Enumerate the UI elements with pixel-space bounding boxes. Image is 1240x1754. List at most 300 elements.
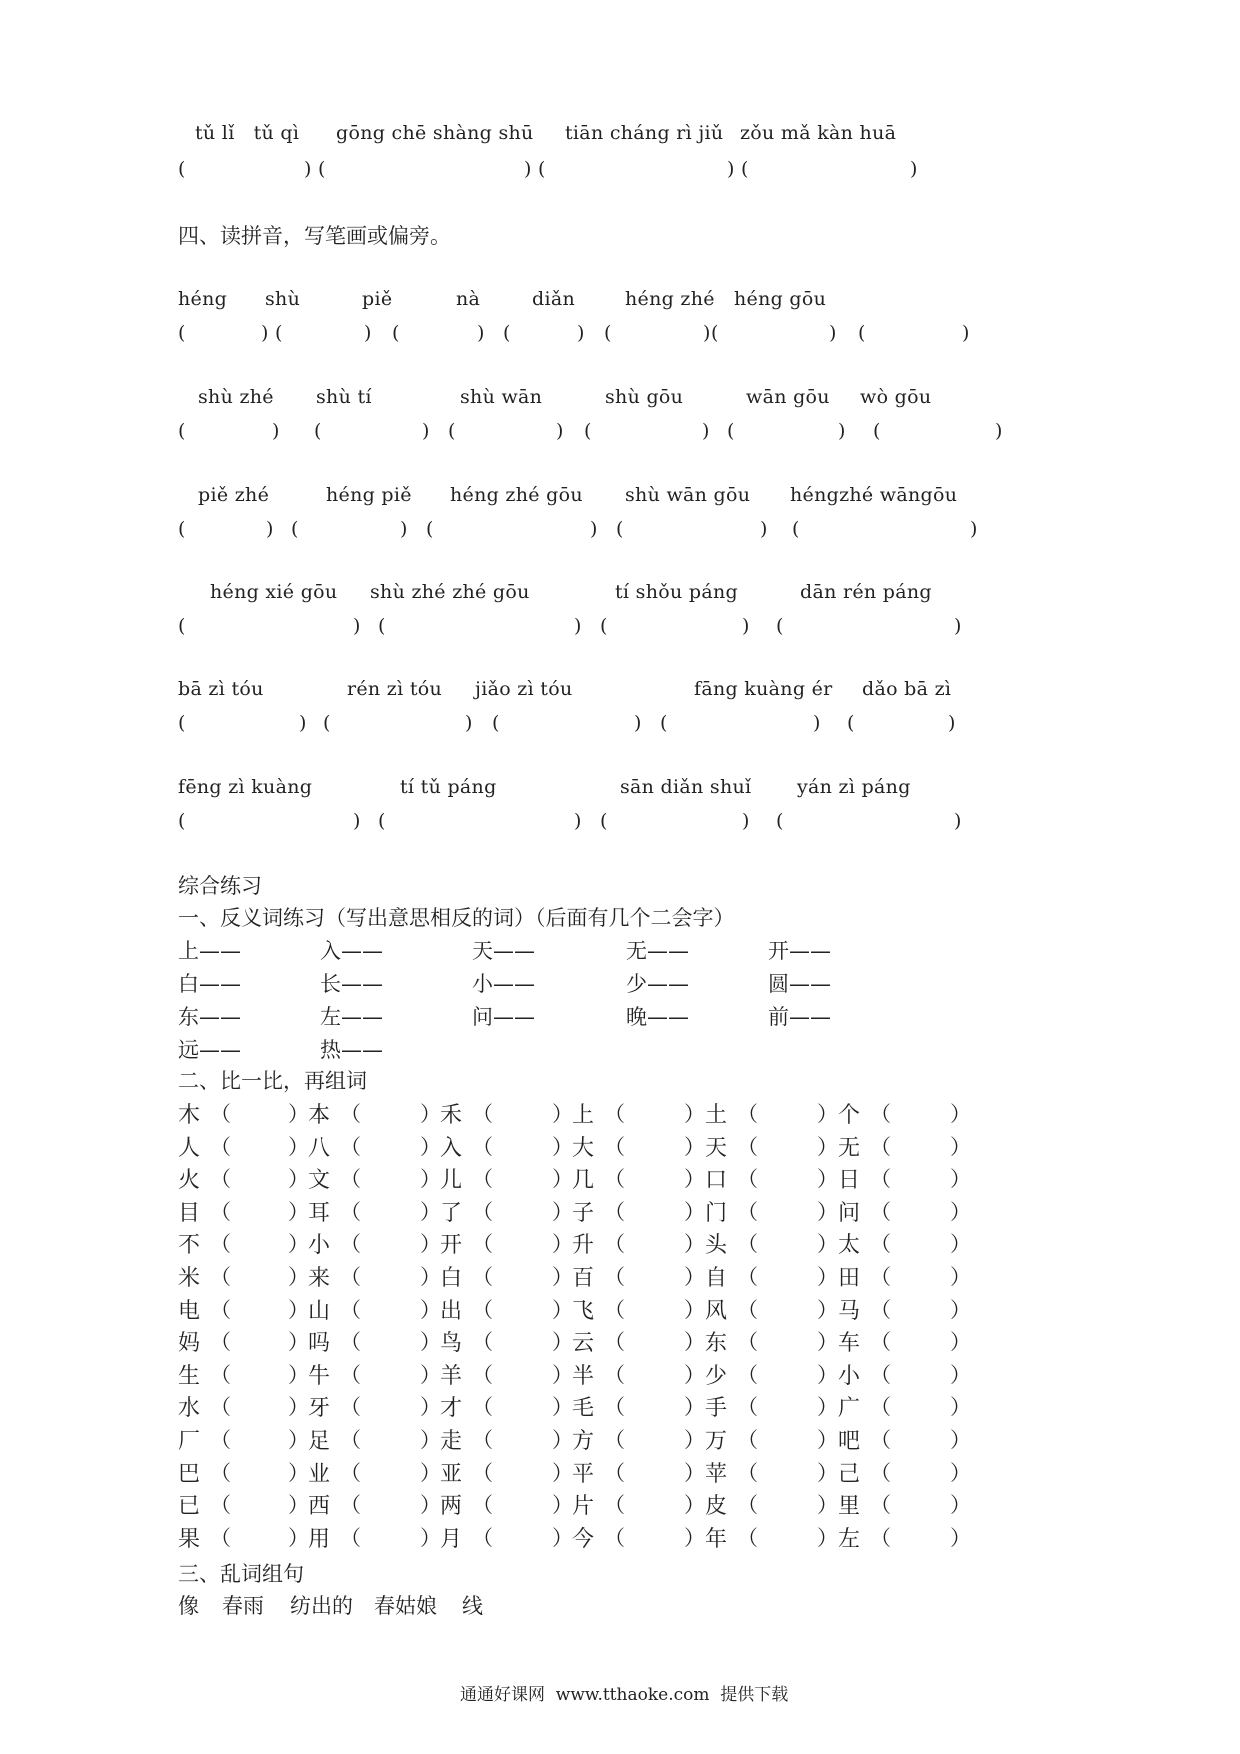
compare-char: 田 (838, 1266, 861, 1291)
compare-char: 门 (705, 1200, 728, 1226)
answer-bracket-close: ） (420, 1525, 441, 1550)
answer-bracket-open: （ (604, 1460, 625, 1485)
answer-bracket-close: ） (817, 1428, 838, 1452)
answer-bracket-close: ) (703, 322, 711, 344)
answer-bracket-close: ) (910, 158, 918, 180)
compare-char: 亚 (440, 1461, 463, 1487)
answer-bracket-open: （ (340, 1199, 361, 1224)
exercise-title: 综合练习 (178, 874, 262, 898)
answer-bracket-close: ） (817, 1460, 838, 1485)
section-heading: 四、读拼音，写笔画或偏旁。 (178, 224, 451, 248)
answer-bracket-close: ) (574, 810, 582, 832)
answer-bracket-open: （ (870, 1493, 891, 1518)
compare-char: 万 (705, 1429, 728, 1454)
answer-bracket-close: ） (552, 1265, 573, 1289)
compare-char: 米 (178, 1266, 201, 1291)
pinyin-prompt: jiǎo zì tóu (475, 678, 573, 700)
answer-bracket-open: （ (737, 1134, 758, 1159)
compare-char: 走 (440, 1429, 463, 1454)
answer-bracket-open: （ (340, 1134, 361, 1159)
compare-char: 皮 (705, 1494, 728, 1520)
answer-bracket-open: （ (870, 1330, 891, 1355)
answer-bracket-open: ( (660, 712, 668, 734)
answer-bracket-open: ( (604, 322, 612, 344)
answer-bracket-open: （ (472, 1134, 493, 1159)
compare-char: 月 (440, 1526, 463, 1552)
pinyin-prompt: bā zì tóu (178, 678, 264, 700)
answer-bracket-open: （ (604, 1102, 625, 1126)
answer-bracket-close: ） (950, 1460, 971, 1485)
scrambled-word: 线 (462, 1594, 483, 1618)
compare-char: 几 (572, 1168, 595, 1194)
answer-bracket-close: ） (950, 1428, 971, 1452)
pinyin-prompt: sān diǎn shuǐ (620, 776, 752, 798)
answer-bracket-open: ( (584, 420, 592, 442)
answer-bracket-open: （ (737, 1102, 758, 1126)
answer-bracket-close: ） (552, 1297, 573, 1322)
answer-bracket-open: ( (178, 420, 186, 442)
compare-char: 马 (838, 1298, 861, 1324)
answer-bracket-open: （ (340, 1428, 361, 1452)
footer-text: 通通好课网 www.tthaoke.com 提供下载 (460, 1685, 789, 1705)
compare-char: 耳 (308, 1200, 331, 1226)
pinyin-prompt: piě zhé (198, 484, 270, 506)
answer-bracket-open: （ (340, 1265, 361, 1289)
answer-bracket-open: ( (711, 322, 719, 344)
compare-char: 天 (705, 1135, 728, 1161)
answer-bracket-close: ) (742, 615, 750, 637)
answer-bracket-open: ( (178, 712, 186, 734)
compare-char: 不 (178, 1233, 201, 1259)
compare-char: 小 (308, 1233, 331, 1259)
pinyin-prompt: wò gōu (860, 386, 932, 408)
compare-char: 人 (178, 1135, 201, 1161)
answer-bracket-open: （ (472, 1460, 493, 1485)
answer-bracket-open: （ (737, 1199, 758, 1224)
antonym-item: 小—— (472, 972, 535, 996)
answer-bracket-close: ） (817, 1134, 838, 1159)
answer-bracket-open: （ (870, 1102, 891, 1126)
pinyin-prompt: shù wān gōu (625, 484, 751, 506)
answer-bracket-close: ） (288, 1493, 309, 1518)
answer-bracket-close: ) (272, 420, 280, 442)
antonym-item: 长—— (320, 972, 383, 996)
answer-bracket-open: （ (210, 1330, 231, 1355)
answer-bracket-close: ） (420, 1167, 441, 1192)
answer-bracket-open: （ (870, 1525, 891, 1550)
compare-char: 水 (178, 1396, 201, 1422)
answer-bracket-close: ） (552, 1428, 573, 1452)
answer-bracket-close: ） (552, 1493, 573, 1518)
answer-bracket-open: （ (472, 1265, 493, 1289)
answer-bracket-close: ） (684, 1167, 705, 1192)
antonym-item: 远—— (178, 1038, 241, 1062)
compare-char: 东 (705, 1331, 728, 1357)
answer-bracket-open: （ (472, 1493, 493, 1518)
answer-bracket-close: ) (556, 420, 564, 442)
pinyin-prompt: rén zì tóu (347, 678, 443, 700)
answer-bracket-open: ( (492, 712, 500, 734)
compare-char: 鸟 (440, 1331, 463, 1357)
answer-bracket-close: ） (684, 1330, 705, 1355)
section-heading: 三、乱词组句 (178, 1562, 304, 1586)
answer-bracket-open: （ (472, 1525, 493, 1550)
answer-bracket-close: ) (304, 158, 312, 180)
answer-bracket-close: ） (684, 1428, 705, 1452)
compare-char: 禾 (440, 1103, 463, 1128)
compare-char: 西 (308, 1494, 331, 1520)
compare-char: 入 (440, 1135, 463, 1161)
answer-bracket-close: ） (950, 1297, 971, 1322)
pinyin-prompt: shù tí (316, 386, 372, 408)
answer-bracket-open: （ (210, 1102, 231, 1126)
answer-bracket-open: （ (340, 1297, 361, 1322)
answer-bracket-open: ( (178, 810, 186, 832)
answer-bracket-close: ） (684, 1102, 705, 1126)
compare-char: 少 (705, 1363, 728, 1389)
compare-char: 果 (178, 1526, 201, 1552)
compare-char: 手 (705, 1396, 728, 1422)
answer-bracket-open: （ (870, 1232, 891, 1257)
answer-bracket-open: （ (604, 1428, 625, 1452)
answer-bracket-open: （ (870, 1265, 891, 1289)
compare-char: 升 (572, 1233, 595, 1259)
pinyin-prompt: héngzhé wāngōu (790, 484, 958, 506)
answer-bracket-open: （ (737, 1265, 758, 1289)
answer-bracket-open: ( (378, 615, 386, 637)
answer-bracket-close: ) (465, 712, 473, 734)
compare-char: 风 (705, 1298, 728, 1324)
answer-bracket-open: （ (870, 1460, 891, 1485)
pinyin-prompt: shù zhé (198, 386, 274, 408)
compare-char: 子 (572, 1200, 595, 1226)
answer-bracket-close: ） (420, 1493, 441, 1518)
answer-bracket-close: ） (288, 1297, 309, 1322)
antonym-item: 问—— (472, 1005, 535, 1029)
answer-bracket-close: ) (353, 615, 361, 637)
pinyin-prompt: nà (456, 288, 481, 310)
answer-bracket-close: ) (727, 158, 735, 180)
compare-char: 飞 (572, 1298, 595, 1324)
answer-bracket-open: （ (210, 1297, 231, 1322)
answer-bracket-close: ) (574, 615, 582, 637)
answer-bracket-close: ） (817, 1362, 838, 1387)
answer-bracket-close: ） (950, 1167, 971, 1192)
answer-bracket-open: （ (340, 1167, 361, 1192)
compare-char: 无 (838, 1135, 861, 1161)
compare-char: 个 (838, 1103, 861, 1128)
answer-bracket-close: ） (684, 1265, 705, 1289)
compare-char: 平 (572, 1461, 595, 1487)
answer-bracket-close: ） (288, 1362, 309, 1387)
answer-bracket-open: （ (340, 1460, 361, 1485)
answer-bracket-close: ） (950, 1330, 971, 1355)
scrambled-word: 像 (178, 1594, 199, 1618)
compare-char: 足 (308, 1429, 331, 1454)
answer-bracket-close: ) (590, 518, 598, 540)
answer-bracket-open: （ (604, 1362, 625, 1387)
answer-bracket-open: （ (340, 1525, 361, 1550)
answer-bracket-open: （ (210, 1199, 231, 1224)
pinyin-prompt: yán zì páng (797, 776, 911, 798)
pinyin-prompt: shù zhé zhé gōu (370, 581, 530, 603)
pinyin-prompt: héng (178, 288, 228, 310)
compare-char: 用 (308, 1526, 331, 1552)
answer-bracket-close: ) (400, 518, 408, 540)
answer-bracket-close: ) (524, 158, 532, 180)
pinyin-prompt: piě (362, 288, 393, 310)
answer-bracket-close: ) (760, 518, 768, 540)
answer-bracket-close: ） (420, 1395, 441, 1420)
compare-char: 毛 (572, 1396, 595, 1422)
answer-bracket-open: （ (210, 1362, 231, 1387)
answer-bracket-open: （ (340, 1395, 361, 1420)
answer-bracket-close: ） (950, 1362, 971, 1387)
answer-bracket-open: （ (604, 1167, 625, 1192)
answer-bracket-close: ） (420, 1265, 441, 1289)
compare-char: 方 (572, 1429, 595, 1454)
answer-bracket-close: ) (954, 810, 962, 832)
antonym-item: 晚—— (626, 1005, 689, 1029)
compare-char: 两 (440, 1494, 463, 1520)
answer-bracket-open: （ (737, 1460, 758, 1485)
compare-char: 本 (308, 1103, 331, 1128)
pinyin-prompt: tí shǒu páng (615, 581, 738, 603)
answer-bracket-close: ） (552, 1232, 573, 1257)
compare-char: 文 (308, 1168, 331, 1194)
pinyin-prompt: zǒu mǎ kàn huā (740, 122, 897, 144)
pinyin-prompt: fēng zì kuàng (178, 776, 313, 798)
answer-bracket-close: ） (288, 1265, 309, 1289)
answer-bracket-close: ） (420, 1297, 441, 1322)
answer-bracket-close: ） (552, 1167, 573, 1192)
answer-bracket-open: ( (847, 712, 855, 734)
compare-char: 羊 (440, 1363, 463, 1389)
compare-char: 片 (572, 1494, 595, 1520)
answer-bracket-close: ） (288, 1330, 309, 1355)
answer-bracket-open: （ (472, 1428, 493, 1452)
compare-char: 山 (308, 1298, 331, 1324)
compare-char: 上 (572, 1103, 595, 1128)
answer-bracket-close: ） (552, 1330, 573, 1355)
answer-bracket-open: （ (340, 1102, 361, 1126)
answer-bracket-open: （ (472, 1330, 493, 1355)
answer-bracket-close: ） (684, 1395, 705, 1420)
pinyin-prompt: wān gōu (746, 386, 830, 408)
compare-char: 电 (178, 1298, 201, 1324)
answer-bracket-close: ） (684, 1134, 705, 1159)
compare-char: 口 (705, 1168, 728, 1194)
compare-char: 年 (705, 1526, 728, 1552)
pinyin-prompt: héng zhé (625, 288, 715, 310)
answer-bracket-open: ( (503, 322, 511, 344)
answer-bracket-open: （ (340, 1362, 361, 1387)
answer-bracket-open: ( (776, 810, 784, 832)
pinyin-prompt: shù (265, 288, 301, 310)
answer-bracket-open: ( (178, 518, 186, 540)
section-heading: 一、反义词练习（写出意思相反的词）（后面有几个二会字） (178, 906, 735, 930)
compare-char: 自 (705, 1266, 728, 1291)
answer-bracket-close: ) (299, 712, 307, 734)
compare-char: 儿 (440, 1168, 463, 1194)
answer-bracket-close: ） (684, 1460, 705, 1485)
pinyin-prompt: dān rén páng (800, 581, 932, 603)
pinyin-prompt: dǎo bā zì (862, 678, 952, 700)
compare-char: 小 (838, 1363, 861, 1389)
compare-char: 巴 (178, 1461, 201, 1487)
answer-bracket-close: ) (970, 518, 978, 540)
section-heading: 二、比一比，再组词 (178, 1069, 367, 1093)
compare-char: 日 (838, 1168, 861, 1194)
answer-bracket-close: ） (684, 1297, 705, 1322)
answer-bracket-close: ） (420, 1428, 441, 1452)
answer-bracket-close: ） (288, 1134, 309, 1159)
answer-bracket-open: （ (737, 1525, 758, 1550)
answer-bracket-open: （ (870, 1362, 891, 1387)
answer-bracket-close: ） (817, 1493, 838, 1518)
compare-char: 生 (178, 1363, 201, 1389)
answer-bracket-close: ） (552, 1525, 573, 1550)
answer-bracket-open: ( (873, 420, 881, 442)
answer-bracket-open: ( (291, 518, 299, 540)
compare-char: 出 (440, 1298, 463, 1324)
answer-bracket-open: ( (538, 158, 546, 180)
answer-bracket-open: （ (737, 1167, 758, 1192)
answer-bracket-close: ） (950, 1395, 971, 1420)
answer-bracket-close: ) (266, 518, 274, 540)
compare-char: 左 (838, 1526, 861, 1552)
compare-char: 妈 (178, 1331, 201, 1357)
compare-char: 大 (572, 1135, 595, 1161)
answer-bracket-close: ） (684, 1362, 705, 1387)
pinyin-prompt: gōng chē shàng shū (336, 122, 534, 144)
compare-char: 问 (838, 1200, 861, 1226)
answer-bracket-close: ） (817, 1102, 838, 1126)
answer-bracket-close: ） (817, 1265, 838, 1289)
answer-bracket-close: ） (950, 1134, 971, 1159)
answer-bracket-close: ） (684, 1199, 705, 1224)
answer-bracket-open: （ (870, 1395, 891, 1420)
compare-char: 里 (838, 1494, 861, 1520)
answer-bracket-open: （ (737, 1297, 758, 1322)
answer-bracket-open: （ (870, 1134, 891, 1159)
pinyin-prompt: héng zhé gōu (450, 484, 583, 506)
pinyin-prompt: tiān cháng rì jiǔ (565, 122, 724, 144)
answer-bracket-close: ） (420, 1199, 441, 1224)
scrambled-word: 春姑娘 (374, 1594, 437, 1618)
compare-char: 吧 (838, 1429, 861, 1454)
answer-bracket-open: ( (178, 322, 186, 344)
answer-bracket-open: （ (604, 1330, 625, 1355)
answer-bracket-open: （ (210, 1265, 231, 1289)
answer-bracket-open: （ (210, 1134, 231, 1159)
answer-bracket-close: ） (817, 1199, 838, 1224)
answer-bracket-open: ( (727, 420, 735, 442)
compare-char: 来 (308, 1266, 331, 1291)
answer-bracket-close: ) (813, 712, 821, 734)
answer-bracket-close: ） (817, 1167, 838, 1192)
answer-bracket-close: ) (364, 322, 372, 344)
answer-bracket-open: （ (472, 1232, 493, 1257)
compare-char: 今 (572, 1526, 595, 1552)
answer-bracket-open: （ (870, 1167, 891, 1192)
answer-bracket-open: （ (604, 1395, 625, 1420)
answer-bracket-close: ） (288, 1167, 309, 1192)
answer-bracket-close: ） (288, 1199, 309, 1224)
compare-char: 业 (308, 1461, 331, 1487)
compare-char: 厂 (178, 1429, 201, 1454)
answer-bracket-close: ) (995, 420, 1003, 442)
pinyin-prompt: héng piě (326, 484, 412, 506)
answer-bracket-open: （ (472, 1167, 493, 1192)
answer-bracket-open: （ (210, 1232, 231, 1257)
answer-bracket-close: ) (261, 322, 269, 344)
answer-bracket-close: ） (817, 1525, 838, 1550)
answer-bracket-close: ） (288, 1395, 309, 1420)
compare-char: 八 (308, 1135, 331, 1161)
answer-bracket-close: ） (684, 1232, 705, 1257)
answer-bracket-open: ( (600, 810, 608, 832)
answer-bracket-close: ） (950, 1493, 971, 1518)
answer-bracket-open: ( (741, 158, 749, 180)
answer-bracket-open: （ (604, 1493, 625, 1518)
answer-bracket-close: ） (950, 1265, 971, 1289)
antonym-item: 上—— (178, 939, 241, 963)
answer-bracket-close: ) (829, 322, 837, 344)
answer-bracket-open: （ (210, 1525, 231, 1550)
answer-bracket-close: ） (288, 1428, 309, 1452)
answer-bracket-open: ( (178, 158, 186, 180)
answer-bracket-close: ） (420, 1232, 441, 1257)
answer-bracket-open: ( (178, 615, 186, 637)
antonym-item: 东—— (178, 1005, 241, 1029)
answer-bracket-close: ） (950, 1525, 971, 1550)
antonym-item: 圆—— (768, 972, 831, 996)
answer-bracket-close: ） (420, 1460, 441, 1485)
answer-bracket-open: ( (600, 615, 608, 637)
answer-bracket-close: ） (288, 1102, 309, 1126)
answer-bracket-open: （ (210, 1167, 231, 1192)
answer-bracket-close: ） (420, 1102, 441, 1126)
answer-bracket-open: （ (737, 1330, 758, 1355)
answer-bracket-open: （ (472, 1297, 493, 1322)
answer-bracket-open: （ (210, 1395, 231, 1420)
compare-char: 开 (440, 1233, 463, 1259)
answer-bracket-close: ） (817, 1297, 838, 1322)
compare-char: 半 (572, 1363, 595, 1389)
pinyin-prompt: diǎn (532, 288, 576, 310)
answer-bracket-open: （ (472, 1395, 493, 1420)
answer-bracket-close: ） (552, 1395, 573, 1420)
compare-char: 了 (440, 1200, 463, 1226)
answer-bracket-open: （ (870, 1199, 891, 1224)
answer-bracket-close: ） (950, 1199, 971, 1224)
compare-char: 吗 (308, 1331, 331, 1357)
answer-bracket-open: ( (616, 518, 624, 540)
answer-bracket-open: （ (604, 1232, 625, 1257)
answer-bracket-open: ( (858, 322, 866, 344)
answer-bracket-close: ) (954, 615, 962, 637)
answer-bracket-close: ） (684, 1525, 705, 1550)
answer-bracket-close: ） (420, 1362, 441, 1387)
compare-char: 云 (572, 1331, 595, 1357)
compare-char: 太 (838, 1233, 861, 1259)
answer-bracket-open: （ (604, 1199, 625, 1224)
answer-bracket-open: ( (275, 322, 283, 344)
answer-bracket-close: ） (552, 1199, 573, 1224)
answer-bracket-close: ) (353, 810, 361, 832)
answer-bracket-close: ） (552, 1134, 573, 1159)
